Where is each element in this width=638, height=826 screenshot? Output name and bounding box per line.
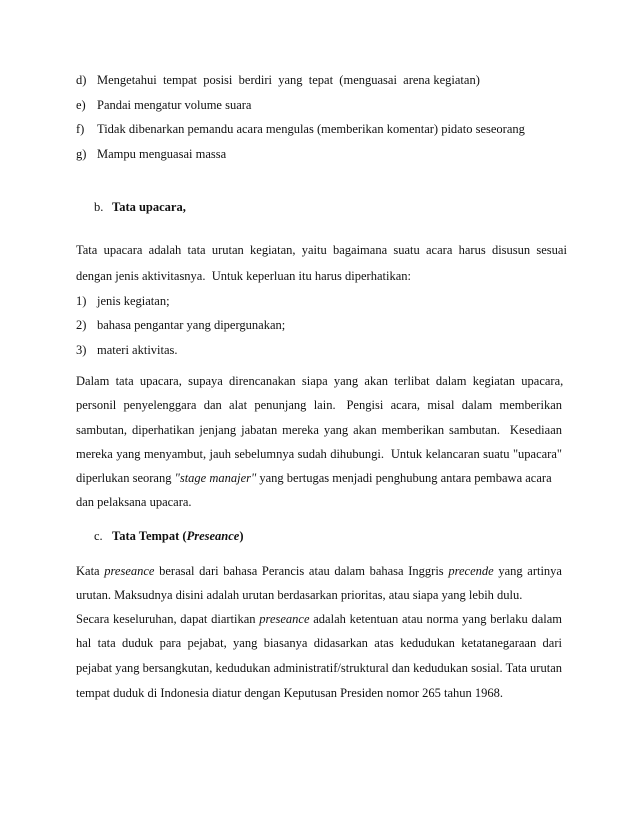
section-b-heading xyxy=(94,199,186,215)
text-run: yang artinya xyxy=(493,564,562,578)
text-run: berasal dari bahasa Perancis atau dalam bahasa Inggris xyxy=(154,564,449,578)
list-text: Pandai mengatur volume suara xyxy=(97,98,252,112)
text-run: adalah ketentuan atau norma yang berlaku dalam xyxy=(309,612,562,626)
title-emphasis: Preseance xyxy=(186,529,240,543)
paragraph-line xyxy=(76,470,562,486)
section-title: Tata upacara, xyxy=(112,200,186,214)
list-item xyxy=(76,97,251,113)
list-marker: 3) xyxy=(76,343,87,357)
list-item xyxy=(76,342,178,358)
paragraph-line: tempat duduk di Indonesia diatur dengan Keputusan Presiden nomor 265 tahun 1968. xyxy=(76,686,504,700)
paragraph-line xyxy=(76,611,562,627)
text-run: yang bertugas menjadi penghubung antara pembawa acara xyxy=(256,471,552,485)
paragraph-line: Tata upacara adalah tata urutan kegiatan, yaitu bagaimana suatu acara harus disusun sesuai xyxy=(76,243,567,257)
paragraph-line: hal tata duduk para pejabat, yang biasanya didasarkan atas kedudukan ketatanegaraan dari xyxy=(76,636,562,650)
list-marker: 1) xyxy=(76,294,87,308)
paragraph-line: dan pelaksana upacara. xyxy=(76,495,192,509)
list-text: Mampu menguasai massa xyxy=(97,147,227,161)
emphasis-text: preseance xyxy=(104,564,155,578)
paragraph-line: dengan jenis aktivitasnya. Untuk keperluan itu harus diperhatikan: xyxy=(76,269,411,283)
list-text: bahasa pengantar yang dipergunakan; xyxy=(97,318,286,332)
paragraph-line: sambutan, diperhatikan jenjang jabatan mereka yang akan memberikan sambutan. Kesediaan xyxy=(76,423,562,437)
text-run: diperlukan seorang xyxy=(76,471,175,485)
title-run: Tata Tempat ( xyxy=(112,529,187,543)
list-item xyxy=(76,146,226,162)
list-item xyxy=(76,121,525,137)
paragraph-line: pejabat yang bersangkutan, kedudukan administratif/struktural dan kedudukan sosial. Tata urutan xyxy=(76,661,562,675)
list-marker: 2) xyxy=(76,318,87,332)
text-run: Secara keseluruhan, dapat diartikan xyxy=(76,612,260,626)
list-item xyxy=(76,317,285,333)
paragraph-line: urutan. Maksudnya disini adalah urutan berdasarkan prioritas, atau siapa yang lebih dulu. xyxy=(76,588,523,602)
list-item xyxy=(76,293,170,309)
emphasis-text: preseance xyxy=(259,612,310,626)
list-item xyxy=(76,72,480,88)
text-run: Kata xyxy=(76,564,105,578)
list-text: Tidak dibenarkan pemandu acara mengulas (memberikan komentar) pidato seseorang xyxy=(97,122,525,136)
list-marker: d) xyxy=(76,73,87,87)
paragraph-line xyxy=(76,563,562,579)
paragraph-line: Dalam tata upacara, supaya direncanakan siapa yang akan terlibat dalam kegiatan upacara, xyxy=(76,374,564,388)
title-run: ) xyxy=(239,529,244,543)
list-marker: f) xyxy=(76,122,85,136)
section-c-heading xyxy=(94,528,244,544)
list-text: materi aktivitas. xyxy=(97,343,178,357)
section-title xyxy=(112,529,244,543)
section-marker: b. xyxy=(94,200,104,214)
list-marker: e) xyxy=(76,98,86,112)
section-marker: c. xyxy=(94,529,103,543)
paragraph-line: mereka yang menyambut, jauh sebelumnya sudah dihubungi. Untuk kelancaran suatu "upacara" xyxy=(76,447,562,461)
paragraph-line: personil penyelenggara dan alat penunjang lain. Pengisi acara, misal dalam memberikan xyxy=(76,398,562,412)
emphasis-text: precende xyxy=(448,564,494,578)
list-marker: g) xyxy=(76,147,87,161)
list-text: jenis kegiatan; xyxy=(97,294,170,308)
list-text: Mengetahui tempat posisi berdiri yang tepat (menguasai arena kegiatan) xyxy=(97,73,480,87)
emphasis-text: "stage manajer" xyxy=(174,471,257,485)
